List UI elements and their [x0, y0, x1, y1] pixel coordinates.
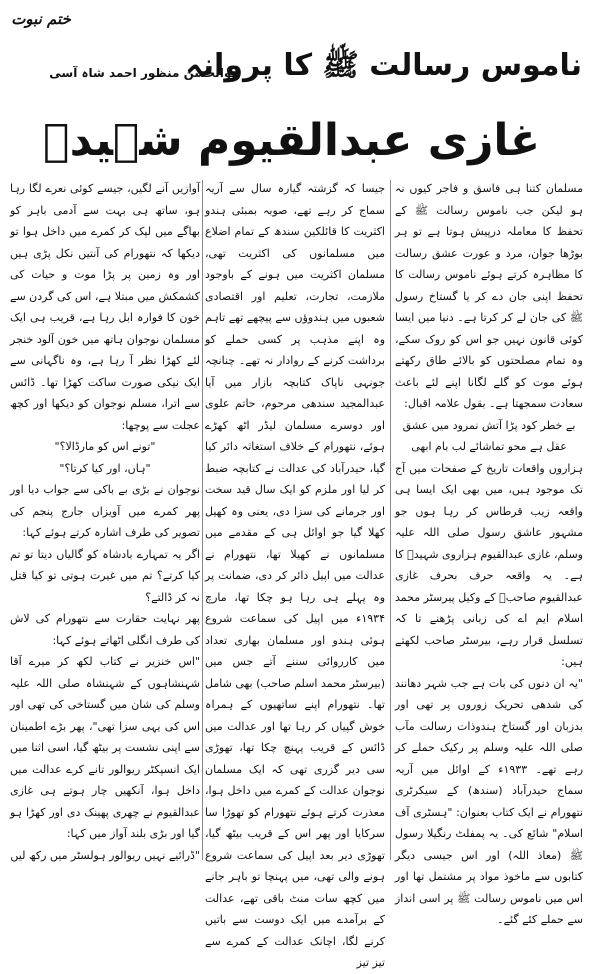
poem-line: عقل ہے محو تماشائے لب بام ابھی — [411, 440, 567, 453]
paragraph: اگر یہ تمہارے بادشاہ کو گالیاں دیتا تو تم کیا کرتے؟ تم میں غیرت ہوتی تو کیا قتل نہ کر ڈالتے؟ — [10, 547, 200, 604]
paragraph: "ڈرائیے نہیں ریوالور ہولسٹر میں رکھ لیں — [10, 848, 200, 862]
paragraph: مسلمان کتنا ہی فاسق و فاجر کیوں نہ ہو لیکن جب ناموس رسالت ﷺ کے تحفظ کا معاملہ درپیش ہوتا ہے تو ہر بوڑھا جوان، مرد و عورت عشق رسالت کا مظاہرہ کرتے ہوئے ناموس رسالت کا تحفظ اپنی جان دے کر یا گستاخ رسول ﷺ کی جان لے کر کرتا ہے۔ دنیا میں ایسا کوئی قانون نہیں جو اس کو روک سکے، وہ تمام مصلحتوں کو بالائے طاق رکھتے ہوئے موت کو گلے لگانا اپنے لئے باعث سعادت سمجھتا ہے۔ بقول علامہ اقبال: — [395, 182, 583, 410]
article-headline: غازی عبدالقیوم شہیدؒ — [43, 115, 540, 166]
paragraph: ہزاروں واقعات تاریخ کے صفحات میں آج تک موجود ہیں، میں بھی ایک ایسا ہی واقعہ زیب قرطاس کر رہا ہوں جو مشہور عاشق رسول صلی اللہ علیہ وسلم، غازی عبدالقیوم ہزاروی شہیدؒ کا ہے۔ یہ واقعہ حرف بحرف غازی عبدالقیوم صاحبؒ کے وکیل پیرسٹر محمد اسلام ایم اے کی زبانی پڑھنے تا کہ تسلسل قرار رہے، بیرسٹر صاحب لکھتے ہیں: — [395, 461, 583, 668]
quote-line: "ہاں، اور کیا کرتا؟" — [59, 461, 151, 475]
author-byline: ابوالحسن منظور احمد شاہ آسی — [49, 66, 240, 80]
paragraph: جیسا کہ گزشتہ گیارہ سال سے آریہ سماج کر رہے تھے، صوبہ بمبئی ہندو اکثریت کا قائلکین سندھ کے تمام اضلاع میں مسلمانوں کی اکثریت تھی، مسلمان اکثریت میں ہونے کے باوجود ملازمت، تجارت، تعلیم اور اقتصادی شعبوں میں ہندوؤں سے پیچھے تھے تاہم وہ اپنے مذہب پر کسی حملے کو برداشت کرنے کے روادار نہ تھے۔ چنانچہ جونہی ناپاک کتابچہ بازار میں آیا عبدالمجید سندھی مرحوم، حاتم علوی اور دوسرے مسلمان لیڈر اٹھ کھڑے ہوئے، نتھورام کے خلاف استغاثہ دائر کیا گیا، حیدرآباد کی عدالت نے کتابچہ ضبط کر لیا اور ملزم کو ایک سال قید سخت اور جرمانے کی سزا دی، یعنی وہ کھیل کھلا گیا جو اوائل ہی کے مقدمے میں مسلمانوں نے کھیلا تھا، نتھورام نے عدالت میں اپیل دائر کر دی، ضمانت پر وہ پہلے ہی رہا ہو چکا تھا، مارچ ۱۹۳۴ء میں اپیل کی سماعت شروع ہوئی ہندو اور مسلمان بھاری تعداد میں کارروائی سننے آتے جس میں (بیرسٹر محمد اسلم صاحب) بھی شامل تھا۔ نتھورام اپنے ساتھیوں کے ہمراہ خوش گپیاں کر رہا تھا اور عدالت میں ڈائس کے قریب پہنچ چکا تھا، تھوڑی سی دیر گزری تھی کہ ایک مسلمان نوجوان عدالت کے کمرے میں داخل ہوا، معذرت کرتے ہوئے نتھورام کو تھوڑا سا سرکایا اور پھر اس کے قریب بیٹھ گیا، تھوڑی دیر بعد اپیل کی سماعت شروع ہونے والی تھی، میں پہنچا تو باہر جانے میں کچھ سات منٹ باقی تھے، عدالت کے برآمدے میں ایک دوست سے باتیں کرنے لگا، اچانک عدالت کے کمرے سے تیز تیز — [205, 182, 385, 969]
article-title: ناموس رسالت ﷺ کا پروانہ — [185, 48, 582, 83]
quote-line: "تونے اس کو مارڈالا؟" — [54, 440, 156, 453]
column-divider — [390, 180, 391, 860]
paragraph: نوجوان نے بڑی بے باکی سے جواب دیا اور پھر کمرے میں آویزاں جارج پنجم کی تصویر کی طرف اشارہ کرتے ہوئے کہا: — [10, 483, 200, 539]
article-column-2 — [205, 178, 385, 969]
article-column-3 — [10, 178, 200, 864]
paragraph: آوازیں آنے لگیں، جیسے کوئی نعرے لگا رہا ہو، ساتھ ہی بہت سے آدمی باہر کو بھاگے میں لپک کر کمرے میں داخل ہوا تو دیکھا کہ نتھورام کی آنتیں نکل پڑی ہیں اور وہ زمین پر پڑا موت و حیات کی کشمکش میں مبتلا ہے، اس کی گردن سے خون کا فوارہ ابل رہا ہے، قریب ہی ایک مسلمان نوجوان ہاتھ میں خون آلود خنجر لئے کھڑا نظر آ رہا ہے، وہ ناگہانی سے ایک نیکی صورت ساکت کھڑا تھا۔ ڈائس سے اترا، مسلم نوجوان کو دیکھا اور کچھ عجلت سے پوچھا: — [10, 182, 200, 432]
paragraph: پھر نہایت حقارت سے نتھورام کی لاش کی طرف انگلی اٹھاتے ہوئے کہا: — [10, 612, 200, 647]
publication-logo: ختم نبوت — [11, 10, 71, 28]
article-column-1 — [395, 178, 583, 926]
paragraph: "اس خنزیر نے کتاب لکھ کر میرے آقا شہنشاہوں کے شہنشاہ صلی اللہ علیہ وسلم کی شان میں گستاخی کی تھی اور اس کی یہی سزا تھی"، پھر بڑے اطمینان سے اپنی نشست پر بیٹھ گیا، اسی اثنا میں ایک انسپکٹر ریوالور تانے کرے عدالت میں داخل ہوا، آنکھیں چار ہوتے ہی غازی عبدالقیوم نے چھری پھینک دی اور کھڑا ہو گیا اور بڑی بلند آواز میں کہا: — [10, 655, 200, 840]
poem-line: بے خطر کود پڑا آتش نمرود میں عشق — [402, 418, 576, 432]
paragraph: "یہ ان دنوں کی بات ہے جب شہر دھانند کی شدھی تحریک زوروں پر تھی اور بدزبان اور گستاخ ہندوذات رسالت مآب صلی اللہ علیہ وسلم پر رکیک حملے کر رہے تھے۔ ۱۹۳۳ء کے اوائل میں آریہ سماج حیدرآباد (سندھ) کے سیکرٹری نتھورام نے ایک کتاب بعنوان: "ہسٹری آف اسلام" شائع کی۔ یہ پمفلٹ رنگیلا رسول ﷺ (معاذ اللہ) اور اس جیسی دیگر کتابوں سے ماخوذ مواد پر مشتمل تھا اور اس میں ناموس رسالت ﷺ پر اسی انداز سے حملے کئے گئے۔ — [395, 676, 583, 926]
column-divider — [202, 180, 203, 860]
